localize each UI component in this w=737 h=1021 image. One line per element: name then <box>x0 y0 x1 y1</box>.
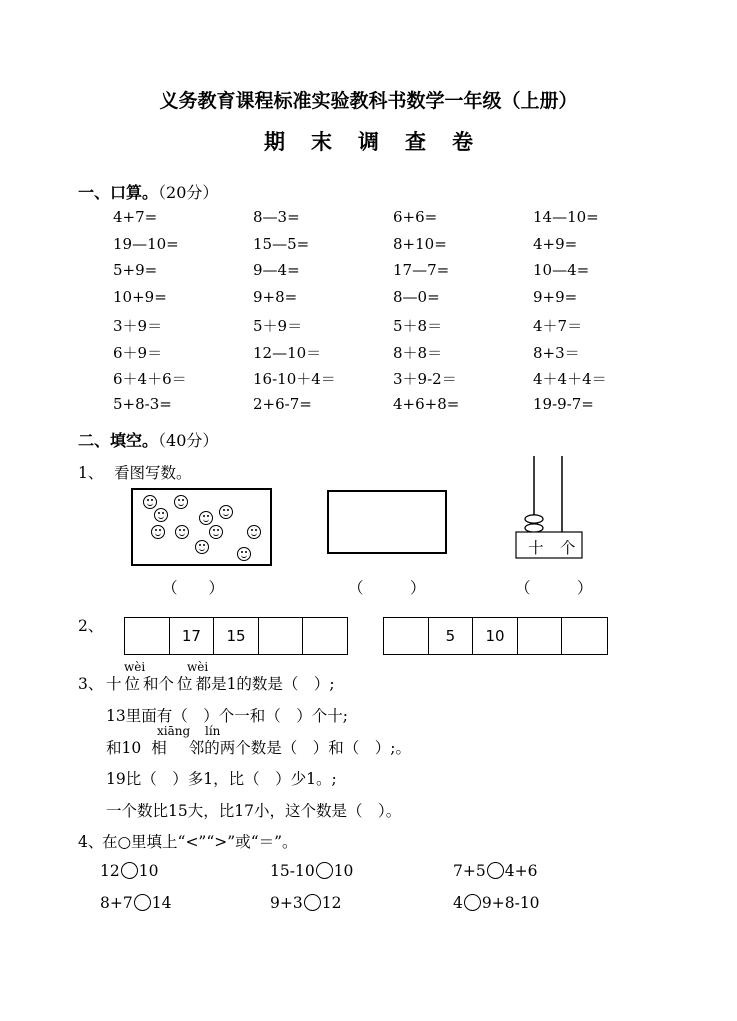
math-problem: 2+6-7= <box>253 394 312 413</box>
math-problem: 9+8= <box>253 288 298 307</box>
pinyin-annotation: xiāng <box>157 724 191 738</box>
compare-item: 7+5 4+6 <box>453 862 538 880</box>
smiley-face-icon <box>151 525 165 539</box>
math-problem: 9+9= <box>533 288 578 307</box>
sequence-cell: 17 <box>170 618 215 654</box>
math-problem: 6＋9＝ <box>113 343 163 362</box>
q3-line-4: 19比（ ）多1，比（ ）少1。; <box>106 770 337 788</box>
smiley-face-icon <box>199 511 213 525</box>
math-problem: 4＋4＋4＝ <box>533 370 607 389</box>
smiley-picture-box <box>131 488 272 566</box>
math-problem: 10+9= <box>113 288 167 307</box>
number-sequence-2 <box>383 617 608 655</box>
math-problem: 17—7= <box>393 261 450 280</box>
compare-item: 12 10 <box>100 862 159 880</box>
math-problem: 4+6+8= <box>393 394 460 413</box>
sequence-cell: 15 <box>214 618 259 654</box>
q2-number: 2、 <box>78 617 104 635</box>
empty-picture-box <box>327 490 447 554</box>
section2-heading <box>78 428 218 451</box>
q1-answer-blank[interactable]: （ ） <box>348 579 426 597</box>
q1-text: 看图写数。 <box>114 464 192 482</box>
math-problem: 5＋9＝ <box>253 316 303 335</box>
number-sequence-1 <box>124 617 348 655</box>
compare-item: 4 9+8-10 <box>453 894 540 912</box>
compare-item: 15-10 10 <box>270 862 354 880</box>
math-problem: 5+8-3= <box>113 394 172 413</box>
q3-line-1: 十 位 和个 位 都是1的数是（ ）; <box>106 675 335 693</box>
q3-line-2: 13里面有（ ）个一和（ ）个十; <box>106 707 348 725</box>
exam-title: 义务教育课程标准实验教科书数学一年级（上册） <box>159 90 578 112</box>
q1-answer-blank[interactable]: （ ） <box>162 579 225 597</box>
q4-text: 在○里填上“<”“>”或“＝”。 <box>102 833 298 851</box>
sequence-cell[interactable] <box>259 618 304 654</box>
math-problem: 15—5= <box>253 234 310 253</box>
sequence-cell[interactable] <box>518 618 563 654</box>
smiley-face-icon <box>195 540 209 554</box>
pinyin-annotation: lín <box>205 724 221 738</box>
smiley-face-icon <box>219 505 233 519</box>
pinyin-annotation: wèi <box>124 660 146 674</box>
math-problem: 4+9= <box>533 234 578 253</box>
abacus-ones-label: 个 <box>560 539 576 557</box>
exam-subtitle: 期末调查卷 <box>264 130 499 154</box>
sequence-cell[interactable] <box>303 618 347 654</box>
math-problem: 8—0= <box>393 288 440 307</box>
compare-item: 8+7 14 <box>100 894 172 912</box>
math-problem: 8+3＝ <box>533 343 580 362</box>
math-problem: 9—4= <box>253 261 300 280</box>
smiley-face-icon <box>143 495 157 509</box>
sequence-cell[interactable] <box>125 618 170 654</box>
math-problem: 8＋8＝ <box>393 343 443 362</box>
math-problem: 10—4= <box>533 261 590 280</box>
answer-circle[interactable] <box>464 894 481 911</box>
section1-score: （20分） <box>158 183 219 202</box>
smiley-face-icon <box>247 525 261 539</box>
compare-item: 9+3 12 <box>270 894 342 912</box>
answer-circle[interactable] <box>304 894 321 911</box>
pinyin-annotation: wèi <box>187 660 209 674</box>
math-problem: 6+6= <box>393 208 438 226</box>
math-problem: 6＋4＋6＝ <box>113 370 187 389</box>
sequence-cell[interactable] <box>562 618 607 654</box>
q4-number: 4、 <box>78 833 104 851</box>
answer-circle[interactable] <box>121 862 138 879</box>
sequence-cell: 10 <box>473 618 518 654</box>
math-problem: 19-9-7= <box>533 394 594 413</box>
math-problem: 4＋7＝ <box>533 316 583 335</box>
smiley-face-icon <box>175 525 189 539</box>
q3-line-3: 和10 相 邻的两个数是（ ）和（ ）;。 <box>106 739 411 757</box>
q1-answer-blank[interactable]: （ ） <box>515 579 593 597</box>
q1-number: 1、 <box>78 464 104 482</box>
sequence-cell: 5 <box>429 618 474 654</box>
math-problem: 3＋9-2＝ <box>393 370 457 389</box>
abacus-icon <box>512 452 588 562</box>
math-problem: 4+7= <box>113 208 158 226</box>
answer-circle[interactable] <box>316 862 333 879</box>
section2-score: （40分） <box>158 431 219 450</box>
math-problem: 5＋8＝ <box>393 316 443 335</box>
math-problem: 14—10= <box>533 208 599 226</box>
math-problem: 8+10= <box>393 234 447 253</box>
math-problem: 3＋9＝ <box>113 316 163 335</box>
smiley-face-icon <box>237 547 251 561</box>
section1-heading <box>78 180 218 203</box>
sequence-cell[interactable] <box>384 618 429 654</box>
smiley-face-icon <box>209 525 223 539</box>
answer-circle[interactable] <box>487 862 504 879</box>
smiley-face-icon <box>174 495 188 509</box>
section2-title: 二、填空。 <box>78 431 159 450</box>
math-problem: 16-10＋4＝ <box>253 370 336 389</box>
section1-title: 一、口算。 <box>78 183 159 202</box>
q3-number: 3、 <box>78 675 104 693</box>
q3-line-5: 一个数比15大，比17小，这个数是（ ）。 <box>106 802 402 820</box>
math-problem: 12—10＝ <box>253 343 322 362</box>
math-problem: 19—10= <box>113 234 179 253</box>
answer-circle[interactable] <box>134 894 151 911</box>
smiley-face-icon <box>154 508 168 522</box>
math-problem: 8—3= <box>253 208 300 226</box>
abacus-tens-label: 十 <box>528 539 544 557</box>
math-problem: 5+9= <box>113 261 158 280</box>
